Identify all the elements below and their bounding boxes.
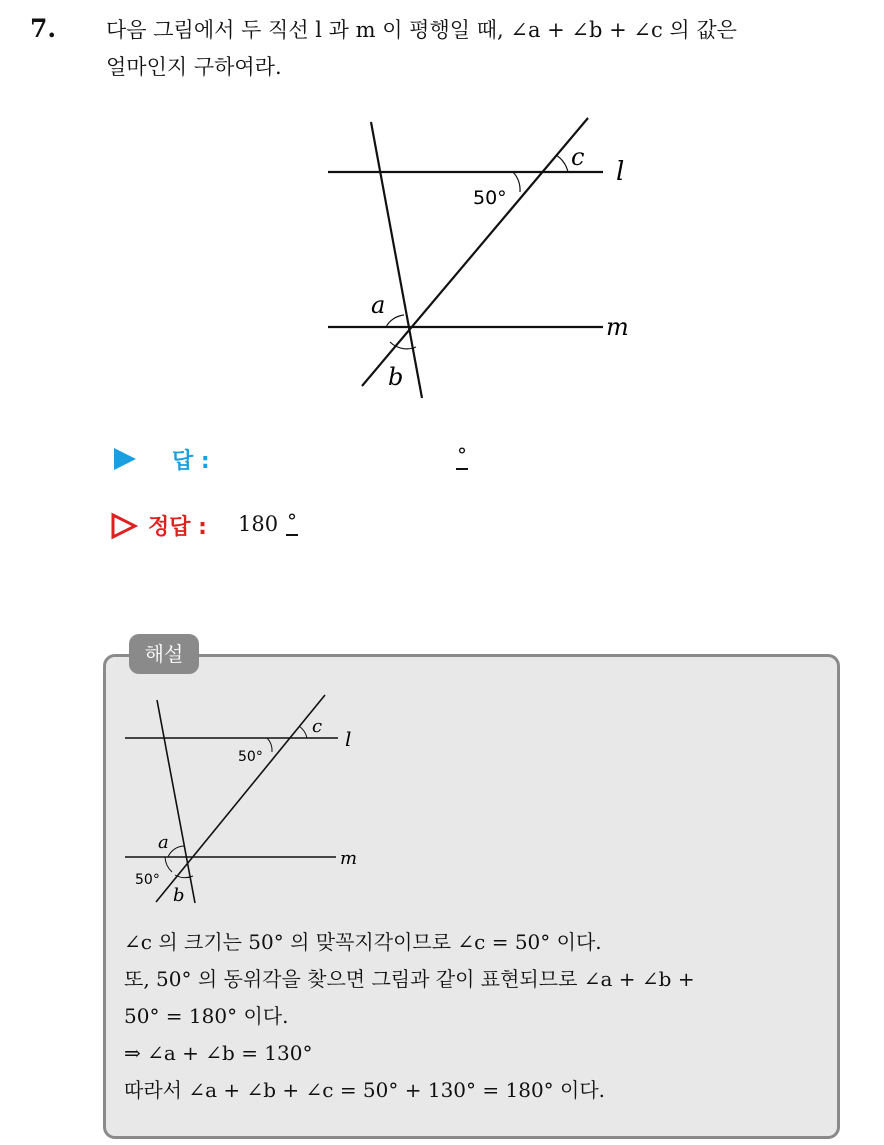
question-number: 7.: [30, 14, 57, 43]
solution-figure: [120, 688, 370, 918]
answer-row: [108, 442, 528, 482]
question-line-2: 얼마인지 구하여라.: [106, 55, 282, 79]
correct-unit: °: [286, 508, 298, 536]
sol-label-m: m: [340, 848, 358, 869]
sol-transversal-1: [157, 700, 195, 903]
label-c: c: [571, 143, 585, 171]
solution-line-1: ∠c 의 크기는 50° 의 맞꼭지각이므로 ∠c = 50° 이다.: [124, 930, 602, 954]
correct-value: 180: [238, 512, 279, 536]
correct-row: [108, 508, 528, 548]
solution-line-2: 또, 50° 의 동위각을 찾으면 그림과 같이 표현되므로 ∠a + ∠b +: [124, 967, 695, 991]
sol-label-angle-top: 50°: [238, 749, 263, 765]
answer-unit[interactable]: °: [456, 442, 468, 470]
sol-arc-50-bottom: [165, 857, 172, 872]
label-a: a: [371, 291, 386, 319]
arc-a: [386, 315, 404, 327]
solution-text: [124, 924, 834, 1109]
answer-label: 답 :: [172, 449, 210, 474]
question-line-1: 다음 그림에서 두 직선 l 과 m 이 평행일 때, ∠a + ∠b + ∠c 의 값은: [106, 18, 737, 42]
correct-label: 정답 :: [148, 515, 207, 540]
sol-label-c: c: [312, 716, 323, 737]
answer-arrow-icon: [112, 446, 138, 472]
arc-c: [556, 155, 568, 172]
sol-arc-50-top: [267, 738, 272, 752]
question-text: [106, 12, 866, 86]
label-angle-50: 50°: [473, 187, 507, 209]
solution-line-3: 50° = 180° 이다.: [124, 1004, 289, 1028]
transversal-1: [371, 122, 422, 398]
sol-label-b: b: [173, 885, 185, 906]
label-l: l: [616, 157, 625, 187]
sol-label-angle-bottom: 50°: [135, 872, 160, 888]
solution-tab: 해설: [129, 634, 199, 674]
arc-50: [513, 172, 520, 192]
solution-line-5: 따라서 ∠a + ∠b + ∠c = 50° + 130° = 180° 이다.: [124, 1078, 606, 1102]
correct-arrow-icon: [110, 512, 138, 540]
sol-label-a: a: [158, 832, 169, 853]
main-figure: [320, 110, 650, 410]
sol-label-l: l: [345, 727, 352, 751]
label-b: b: [388, 363, 404, 391]
sol-arc-a: [168, 846, 184, 857]
solution-line-4: ⇒ ∠a + ∠b = 130°: [124, 1041, 313, 1065]
label-m: m: [606, 313, 629, 341]
sol-arc-c: [299, 726, 307, 738]
